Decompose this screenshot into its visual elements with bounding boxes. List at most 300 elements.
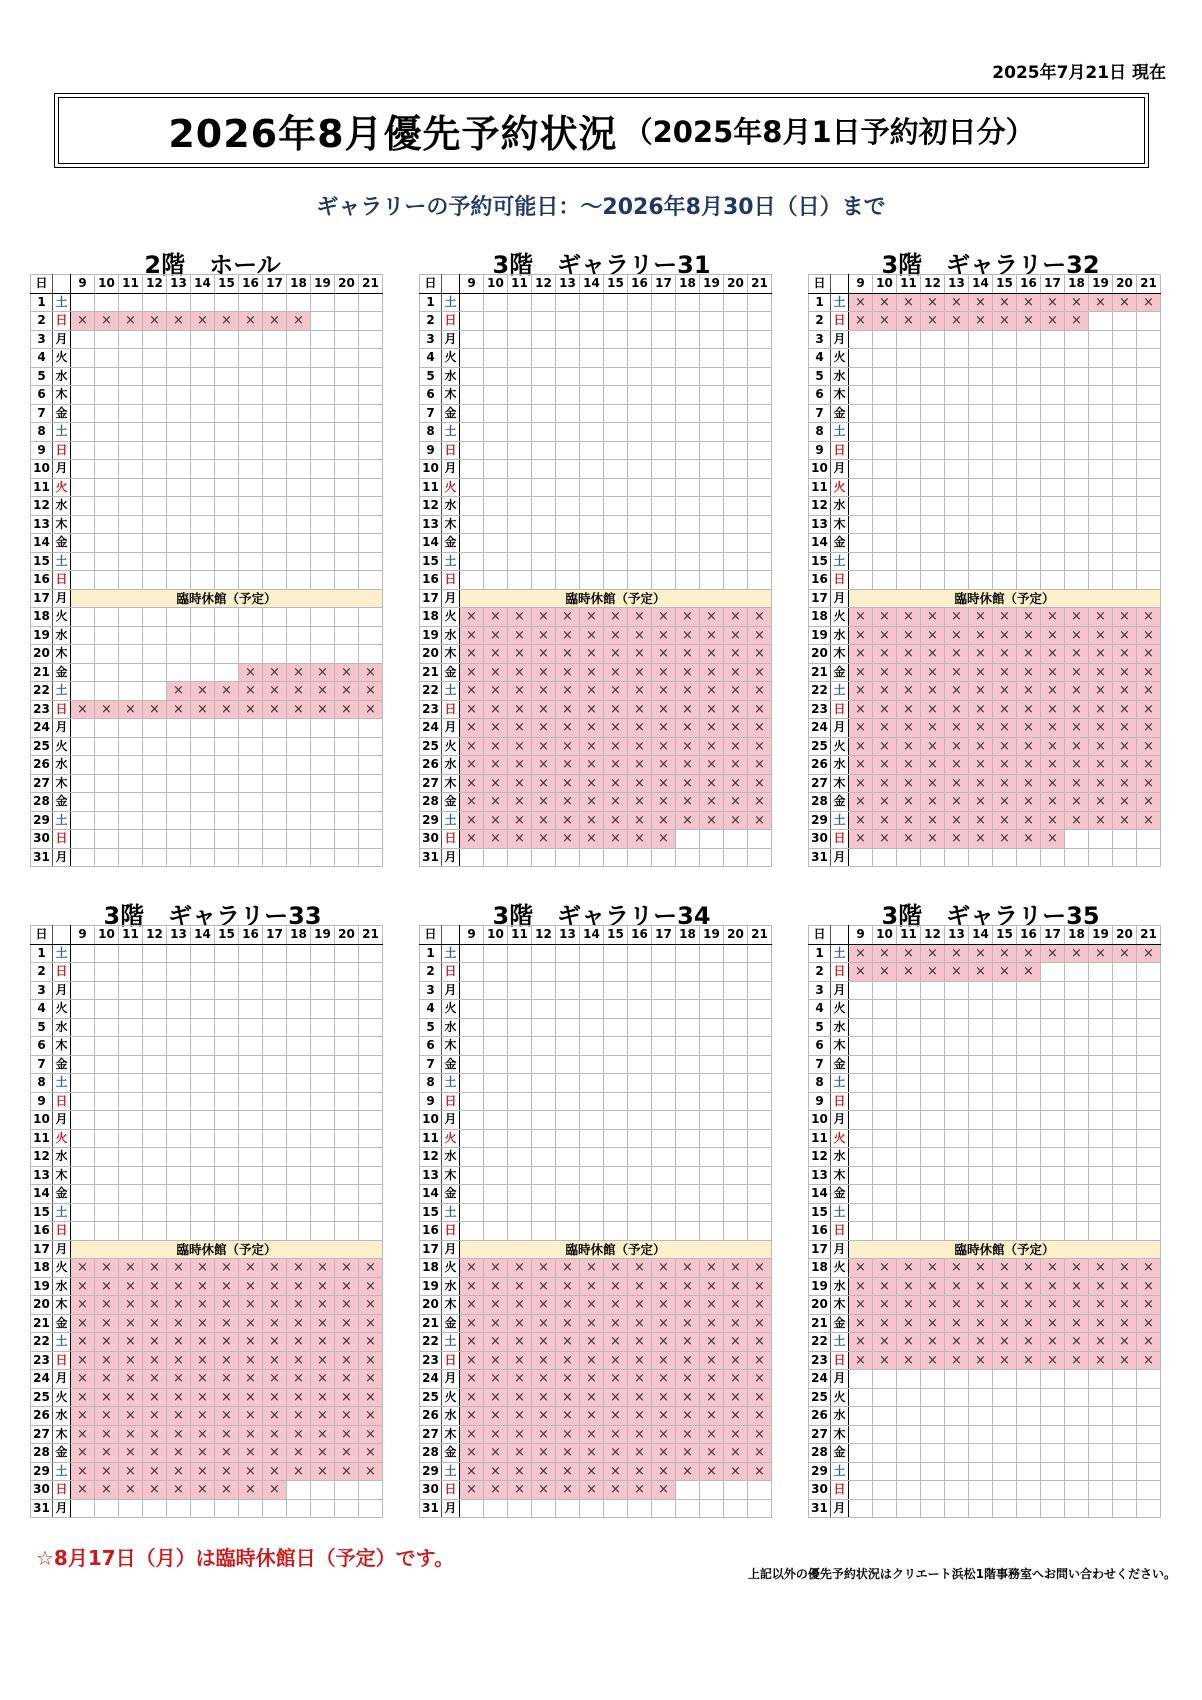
booked-slot: × (1089, 1296, 1113, 1315)
open-slot (628, 963, 652, 982)
booked-slot: × (748, 1296, 772, 1315)
booked-slot: × (628, 1425, 652, 1444)
open-slot (191, 534, 215, 553)
day-row (31, 1185, 383, 1204)
open-slot (724, 848, 748, 867)
open-slot (1065, 386, 1089, 405)
closure-bar: 臨時休館（予定） (71, 1240, 383, 1259)
open-slot (921, 1074, 945, 1093)
open-slot (532, 534, 556, 553)
day-row (31, 1018, 383, 1037)
open-slot (748, 1481, 772, 1500)
booked-slot: × (1017, 811, 1041, 830)
hour-header: 9 (849, 926, 873, 945)
open-slot (71, 737, 95, 756)
day-number: 29 (420, 1462, 442, 1481)
day-row (809, 367, 1161, 386)
open-slot (71, 719, 95, 738)
booked-slot: × (700, 608, 724, 627)
booked-slot: × (604, 1296, 628, 1315)
day-row (31, 811, 383, 830)
booked-slot: × (897, 793, 921, 812)
open-slot (311, 552, 335, 571)
weekday-label: 火 (53, 1129, 71, 1148)
weekday-label: 土 (831, 1074, 849, 1093)
open-slot (167, 571, 191, 590)
weekday-label: 土 (831, 423, 849, 442)
open-slot (508, 1222, 532, 1241)
open-slot (263, 1222, 287, 1241)
day-row (420, 682, 772, 701)
open-slot (119, 1166, 143, 1185)
day-number: 9 (809, 441, 831, 460)
booked-slot: × (849, 645, 873, 664)
day-row (31, 423, 383, 442)
open-slot (191, 1222, 215, 1241)
booked-slot: × (263, 1333, 287, 1352)
day-column-header: 日 (420, 275, 442, 294)
open-slot (1065, 349, 1089, 368)
booked-slot: × (508, 1444, 532, 1463)
open-slot (556, 1074, 580, 1093)
open-slot (993, 1407, 1017, 1426)
open-slot (921, 1055, 945, 1074)
booked-slot: × (460, 645, 484, 664)
open-slot (484, 497, 508, 516)
booked-slot: × (335, 1314, 359, 1333)
day-number: 10 (420, 460, 442, 479)
booked-slot: × (191, 1333, 215, 1352)
open-slot (460, 1037, 484, 1056)
open-slot (993, 349, 1017, 368)
open-slot (604, 1018, 628, 1037)
open-slot (239, 793, 263, 812)
booked-slot: × (532, 1425, 556, 1444)
open-slot (604, 1166, 628, 1185)
booked-slot: × (484, 1370, 508, 1389)
open-slot (359, 404, 383, 423)
open-slot (119, 404, 143, 423)
open-slot (143, 1018, 167, 1037)
booked-slot: × (508, 793, 532, 812)
booked-slot: × (460, 1407, 484, 1426)
booked-slot: × (748, 1462, 772, 1481)
weekday-label: 水 (442, 1018, 460, 1037)
booked-slot: × (945, 811, 969, 830)
open-slot (748, 515, 772, 534)
booked-slot: × (167, 1296, 191, 1315)
weekday-label: 日 (53, 1481, 71, 1500)
booked-slot: × (508, 1481, 532, 1500)
open-slot (1113, 1000, 1137, 1019)
day-number: 23 (809, 700, 831, 719)
booked-slot: × (628, 737, 652, 756)
day-row (31, 626, 383, 645)
open-slot (945, 367, 969, 386)
day-row (809, 1277, 1161, 1296)
weekday-label: 火 (53, 349, 71, 368)
booked-slot: × (580, 608, 604, 627)
open-slot (239, 626, 263, 645)
open-slot (1089, 349, 1113, 368)
open-slot (311, 312, 335, 331)
weekday-label: 水 (442, 626, 460, 645)
open-slot (849, 1462, 873, 1481)
booked-slot: × (460, 774, 484, 793)
open-slot (1065, 441, 1089, 460)
booked-slot: × (628, 608, 652, 627)
day-number: 15 (420, 1203, 442, 1222)
open-slot (921, 1462, 945, 1481)
booked-slot: × (993, 312, 1017, 331)
open-slot (969, 1388, 993, 1407)
hour-header: 16 (239, 926, 263, 945)
booked-slot: × (604, 737, 628, 756)
open-slot (993, 1148, 1017, 1167)
day-row (420, 1425, 772, 1444)
open-slot (1089, 1092, 1113, 1111)
booked-slot: × (508, 1259, 532, 1278)
booked-slot: × (945, 756, 969, 775)
hour-header: 10 (873, 275, 897, 294)
booked-slot: × (748, 811, 772, 830)
booked-slot: × (508, 1370, 532, 1389)
day-number: 31 (809, 848, 831, 867)
open-slot (460, 944, 484, 963)
day-number: 25 (809, 1388, 831, 1407)
open-slot (71, 1499, 95, 1518)
open-slot (1089, 1166, 1113, 1185)
open-slot (71, 774, 95, 793)
open-slot (263, 386, 287, 405)
booked-slot: × (1113, 700, 1137, 719)
closure-bar: 臨時休館（予定） (849, 1240, 1161, 1259)
open-slot (700, 1166, 724, 1185)
weekday-label: 火 (53, 608, 71, 627)
booked-slot: × (897, 312, 921, 331)
open-slot (311, 1092, 335, 1111)
open-slot (849, 1388, 873, 1407)
booked-slot: × (993, 963, 1017, 982)
open-slot (335, 944, 359, 963)
weekday-label: 木 (831, 645, 849, 664)
booked-slot: × (993, 830, 1017, 849)
open-slot (628, 1037, 652, 1056)
open-slot (119, 1222, 143, 1241)
day-row (809, 756, 1161, 775)
day-row (31, 515, 383, 534)
booked-slot: × (700, 626, 724, 645)
booked-slot: × (484, 1259, 508, 1278)
booked-slot: × (604, 1481, 628, 1500)
booked-slot: × (1137, 608, 1161, 627)
open-slot (1113, 1111, 1137, 1130)
day-number: 6 (420, 386, 442, 405)
open-slot (676, 571, 700, 590)
booked-slot: × (748, 1351, 772, 1370)
open-slot (335, 608, 359, 627)
booked-slot: × (1017, 793, 1041, 812)
open-slot (604, 552, 628, 571)
open-slot (311, 1037, 335, 1056)
open-slot (263, 478, 287, 497)
open-slot (1041, 1148, 1065, 1167)
booked-slot: × (1017, 700, 1041, 719)
open-slot (191, 1111, 215, 1130)
booked-slot: × (508, 737, 532, 756)
day-row (809, 663, 1161, 682)
day-row (420, 1092, 772, 1111)
booked-slot: × (945, 793, 969, 812)
open-slot (263, 1092, 287, 1111)
open-slot (580, 1074, 604, 1093)
open-slot (263, 349, 287, 368)
hour-header: 18 (676, 926, 700, 945)
day-number: 6 (809, 386, 831, 405)
open-slot (167, 478, 191, 497)
booked-slot: × (1113, 774, 1137, 793)
open-slot (628, 1074, 652, 1093)
day-row (31, 700, 383, 719)
booked-slot: × (969, 830, 993, 849)
open-slot (652, 848, 676, 867)
weekday-label: 日 (442, 963, 460, 982)
weekday-label: 土 (831, 682, 849, 701)
open-slot (969, 552, 993, 571)
booked-slot: × (1041, 682, 1065, 701)
open-slot (676, 460, 700, 479)
booked-slot: × (335, 682, 359, 701)
open-slot (95, 944, 119, 963)
weekday-label: 木 (442, 386, 460, 405)
booked-slot: × (921, 1314, 945, 1333)
open-slot (167, 404, 191, 423)
day-number: 11 (31, 1129, 53, 1148)
open-slot (311, 534, 335, 553)
booked-slot: × (873, 963, 897, 982)
open-slot (508, 460, 532, 479)
booked-slot: × (359, 1388, 383, 1407)
booked-slot: × (532, 1388, 556, 1407)
weekday-label: 日 (831, 1222, 849, 1241)
booked-slot: × (95, 1314, 119, 1333)
open-slot (676, 1166, 700, 1185)
open-slot (556, 1222, 580, 1241)
open-slot (993, 1370, 1017, 1389)
room-title: 3階 ギャラリー33 (103, 902, 322, 930)
open-slot (652, 1037, 676, 1056)
open-slot (287, 293, 311, 312)
day-row (31, 756, 383, 775)
open-slot (167, 756, 191, 775)
open-slot (335, 1148, 359, 1167)
booked-slot: × (897, 608, 921, 627)
open-slot (287, 404, 311, 423)
hour-header: 9 (849, 275, 873, 294)
open-slot (748, 830, 772, 849)
open-slot (1065, 1111, 1089, 1130)
booked-slot: × (580, 811, 604, 830)
weekday-label: 土 (442, 1462, 460, 1481)
day-row (420, 1240, 772, 1259)
weekday-label: 水 (442, 497, 460, 516)
open-slot (335, 756, 359, 775)
hour-header: 19 (311, 926, 335, 945)
open-slot (1089, 534, 1113, 553)
booked-slot: × (921, 312, 945, 331)
booked-slot: × (143, 1481, 167, 1500)
booked-slot: × (1017, 1351, 1041, 1370)
open-slot (191, 1148, 215, 1167)
open-slot (215, 1222, 239, 1241)
hour-header: 17 (263, 926, 287, 945)
open-slot (1065, 1481, 1089, 1500)
open-slot (969, 1092, 993, 1111)
open-slot (167, 515, 191, 534)
open-slot (604, 1222, 628, 1241)
weekday-label: 月 (442, 1370, 460, 1389)
day-number: 11 (420, 1129, 442, 1148)
open-slot (993, 460, 1017, 479)
booked-slot: × (652, 663, 676, 682)
booked-slot: × (700, 793, 724, 812)
open-slot (724, 981, 748, 1000)
open-slot (873, 1481, 897, 1500)
booked-slot: × (724, 682, 748, 701)
booked-slot: × (119, 1388, 143, 1407)
open-slot (849, 1425, 873, 1444)
open-slot (1137, 1481, 1161, 1500)
open-slot (287, 626, 311, 645)
open-slot (1089, 1481, 1113, 1500)
open-slot (993, 1166, 1017, 1185)
open-slot (1017, 1129, 1041, 1148)
open-slot (1041, 423, 1065, 442)
day-row (420, 1370, 772, 1389)
open-slot (1089, 1000, 1113, 1019)
open-slot (1065, 497, 1089, 516)
open-slot (95, 1000, 119, 1019)
hour-header: 13 (556, 926, 580, 945)
booked-slot: × (119, 1425, 143, 1444)
open-slot (263, 848, 287, 867)
hour-header: 19 (1089, 275, 1113, 294)
open-slot (676, 1037, 700, 1056)
open-slot (873, 497, 897, 516)
open-slot (676, 1018, 700, 1037)
booked-slot: × (167, 1351, 191, 1370)
open-slot (849, 386, 873, 405)
open-slot (993, 330, 1017, 349)
open-slot (359, 1037, 383, 1056)
open-slot (335, 830, 359, 849)
day-number: 8 (809, 423, 831, 442)
booked-slot: × (263, 1259, 287, 1278)
open-slot (508, 423, 532, 442)
open-slot (311, 737, 335, 756)
day-row (809, 404, 1161, 423)
booked-slot: × (95, 1277, 119, 1296)
booked-slot: × (1017, 830, 1041, 849)
booked-slot: × (119, 1351, 143, 1370)
open-slot (71, 386, 95, 405)
open-slot (748, 1499, 772, 1518)
open-slot (921, 330, 945, 349)
open-slot (263, 515, 287, 534)
open-slot (676, 293, 700, 312)
open-slot (676, 386, 700, 405)
open-slot (969, 1462, 993, 1481)
booked-slot: × (849, 944, 873, 963)
open-slot (897, 1092, 921, 1111)
open-slot (1137, 478, 1161, 497)
booked-slot: × (1017, 1333, 1041, 1352)
open-slot (945, 1481, 969, 1500)
open-slot (1017, 349, 1041, 368)
open-slot (1041, 497, 1065, 516)
open-slot (191, 608, 215, 627)
open-slot (508, 330, 532, 349)
open-slot (335, 1481, 359, 1500)
day-row (809, 830, 1161, 849)
day-row (420, 1222, 772, 1241)
open-slot (873, 423, 897, 442)
open-slot (1089, 460, 1113, 479)
open-slot (335, 534, 359, 553)
open-slot (700, 981, 724, 1000)
open-slot (873, 478, 897, 497)
booked-slot: × (604, 1425, 628, 1444)
weekday-label: 日 (442, 441, 460, 460)
open-slot (1065, 1388, 1089, 1407)
open-slot (748, 1000, 772, 1019)
open-slot (71, 848, 95, 867)
open-slot (215, 1185, 239, 1204)
open-slot (95, 848, 119, 867)
booked-slot: × (1041, 626, 1065, 645)
booked-slot: × (287, 1314, 311, 1333)
open-slot (945, 571, 969, 590)
day-row (809, 515, 1161, 534)
booked-slot: × (1065, 756, 1089, 775)
booked-slot: × (580, 1314, 604, 1333)
hour-header: 17 (652, 275, 676, 294)
booked-slot: × (724, 1407, 748, 1426)
open-slot (873, 1074, 897, 1093)
booked-slot: × (95, 1296, 119, 1315)
open-slot (897, 367, 921, 386)
open-slot (945, 1203, 969, 1222)
booked-slot: × (460, 737, 484, 756)
open-slot (1137, 460, 1161, 479)
booked-slot: × (556, 1296, 580, 1315)
booked-slot: × (873, 1314, 897, 1333)
day-number: 2 (31, 963, 53, 982)
booked-slot: × (676, 1351, 700, 1370)
day-number: 17 (420, 589, 442, 608)
open-slot (1113, 367, 1137, 386)
booked-slot: × (1017, 626, 1041, 645)
day-row (809, 608, 1161, 627)
open-slot (287, 478, 311, 497)
open-slot (484, 963, 508, 982)
weekday-label: 火 (53, 1259, 71, 1278)
open-slot (556, 1166, 580, 1185)
open-slot (191, 497, 215, 516)
day-row (420, 1018, 772, 1037)
open-slot (287, 534, 311, 553)
day-row (809, 1055, 1161, 1074)
